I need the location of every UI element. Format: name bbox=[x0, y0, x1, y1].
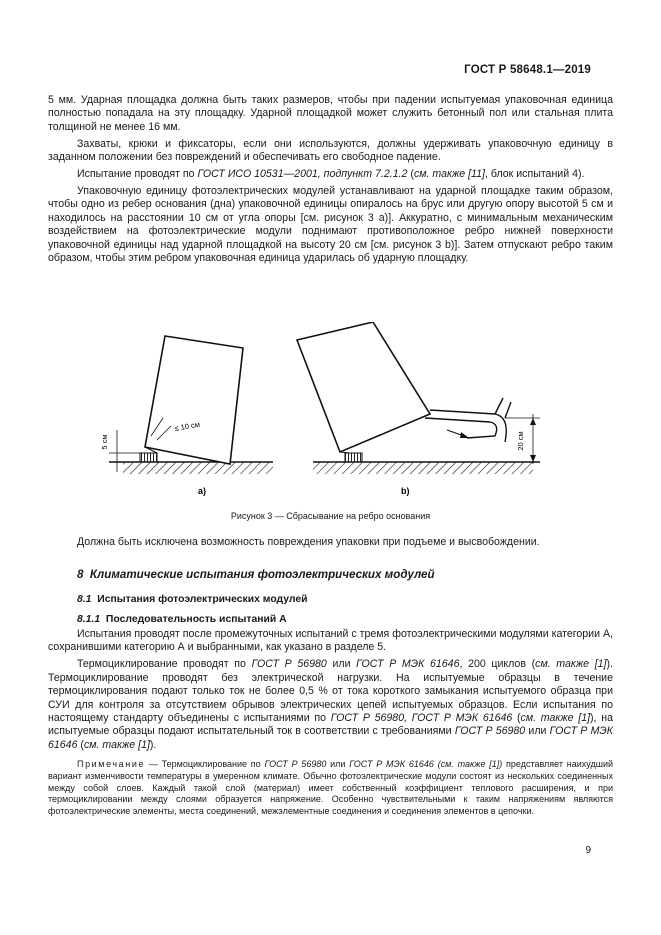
paragraph-test-sequence: Испытания проводят после промежуточных испытаний с тремя фотоэлектрическими модулями категории А, сохранившими категорию А и выбранными, как указано в разделе 5. bbox=[48, 628, 613, 654]
panel-b bbox=[297, 322, 540, 496]
package-box-a bbox=[145, 336, 243, 464]
section-8-1-1-body bbox=[48, 628, 613, 756]
ground-hatch-b bbox=[313, 462, 533, 474]
dimension-label-10cm: ≤ 10 см bbox=[173, 419, 201, 433]
figure-3-drop-diagram bbox=[95, 322, 565, 504]
top-text-block bbox=[48, 94, 613, 269]
paragraph-test-method: Испытание проводят по ГОСТ ИСО 10531—2001, подпункт 7.2.1.2 (см. также [11], блок испытаний 4). bbox=[77, 168, 585, 181]
package-box-b bbox=[297, 322, 430, 452]
support-block-a bbox=[140, 453, 157, 462]
document-header: ГОСТ Р 58648.1—2019 bbox=[464, 64, 591, 76]
paragraph-grips: Захваты, крюки и фиксаторы, если они используются, должны удерживать упаковочную единицу в заданном положении без повреждений и обеспечивать его свободное падение. bbox=[48, 137, 613, 164]
note-thermocycling: Примечание — Термоциклирование по ГОСТ Р 56980 или ГОСТ Р МЭК 61646 (см. также [1]) представляет наихудший вариант изменчивости температуры в умеренном климате. Обычно фотоэлектрические модули состоят из нескольких соединенных между собой слоев. Каждый такой слой (материал) имеет собственный коэффициент теплового расширения, и при термоциклировании между слоями образуется напряжение. Особенно чувствительными к таким напряжениям являются фотоэлектрические элементы, места соединений, межэлементные соединения и соединения элементов в цепочки. bbox=[48, 759, 614, 817]
paragraph-platform-size: 5 мм. Ударная площадка должна быть таких размеров, чтобы при падении испытуемая упаковочная единица полностью попадала на эту площадку. Ударной площадкой может служить бетонный пол или стальная плита толщиной не менее 16 мм. bbox=[48, 94, 613, 133]
section-8-1-heading: 8.1 Испытания фотоэлектрических модулей bbox=[77, 594, 308, 605]
section-8-heading: 8 Климатические испытания фотоэлектрических модулей bbox=[77, 568, 435, 581]
page-number: 9 bbox=[585, 845, 591, 856]
panel-label-a: a) bbox=[198, 486, 207, 496]
ground-hatch-a bbox=[123, 462, 273, 474]
panel-a bbox=[100, 336, 273, 496]
section-8-1-1-heading: 8.1.1 Последовательность испытаний А bbox=[77, 614, 287, 625]
paragraph-thermocycling: Термоциклирование проводят по ГОСТ Р 56980 или ГОСТ Р МЭК 61646, 200 циклов (см. также [1]). Термоциклирование проводят без электрической нагрузки. На испытуемые образцы в течение термоциклирования подают только ток не более 0,5 % от тока короткого замыкания испытуемого образца при СУИ для контроля за отсутствием обрывов электрических цепей испытуемых образцов. Если испытания по настоящему стандарту объединены с испытаниями по ГОСТ Р 56980, ГОСТ Р МЭК 61646 (см. также [1]), на испытуемые образцы подают испытательный ток в соответствии с требованиями ГОСТ Р 56980 или ГОСТ Р МЭК 61646 (см. также [1]). bbox=[48, 658, 614, 751]
figure-caption: Рисунок 3 — Сбрасывание на ребро основания bbox=[230, 511, 431, 521]
support-block-b bbox=[345, 453, 362, 462]
paragraph-after-figure: Должна быть исключена возможность повреждения упаковки при подъеме и высвобождении. bbox=[77, 536, 540, 548]
paragraph-install: Упаковочную единицу фотоэлектрических модулей устанавливают на ударной площадке таким образом, чтобы одно из ребер основания (дна) упаковочной единицы опиралось на брус или другую опору высотой 5 см и находилось на расстоянии 10 см от угла опоры [см. рисунок 3 a)]. Аккуратно, с минимальным механическим воздействием на фотоэлектрические модули поднимают противоположное ребро нижней поверхности упаковочной единицы над ударной площадкой на высоту 20 см [см. рисунок 3 b)]. Затем отпускают ребро таким образом, чтобы этим ребром упаковочная единица ударилась об ударную площадку. bbox=[48, 184, 613, 264]
panel-label-b: b) bbox=[401, 486, 410, 496]
dimension-label-20cm: 20 см bbox=[516, 431, 525, 451]
dimension-label-5cm: 5 см bbox=[100, 434, 109, 450]
